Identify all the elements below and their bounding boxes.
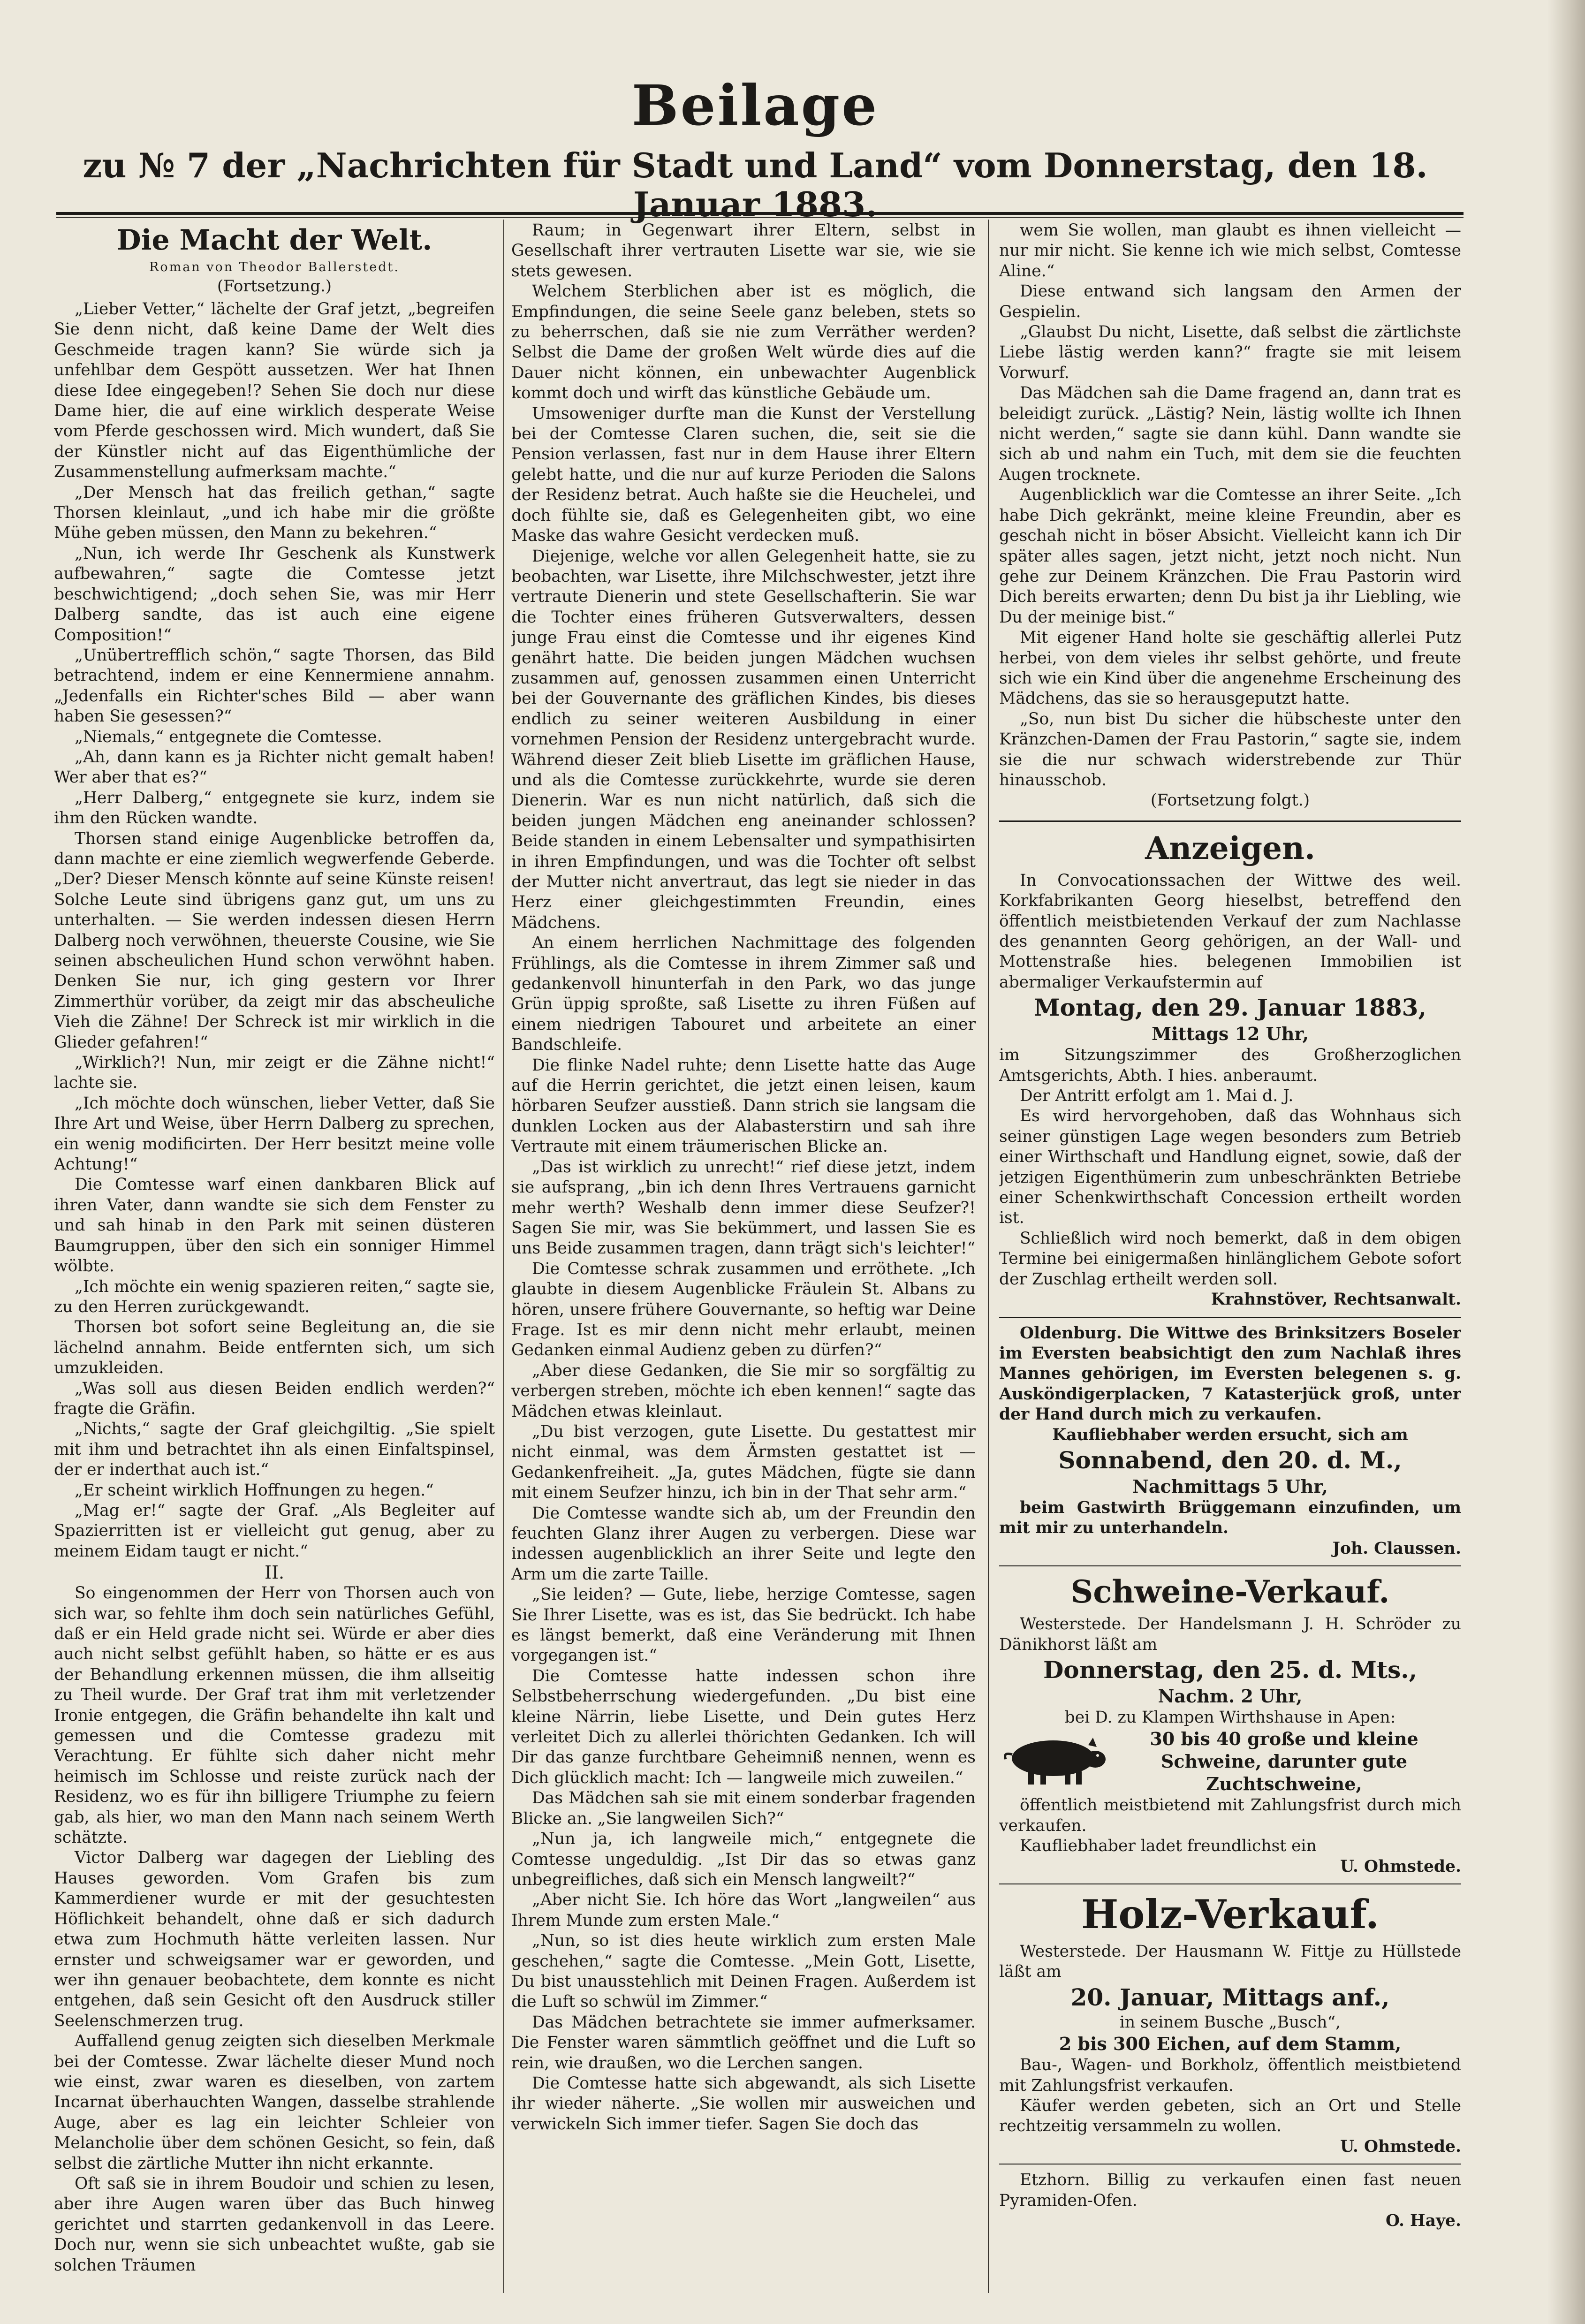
ad-etzhorn <box>999 2170 1461 2231</box>
ad-schweine <box>999 1572 1461 1877</box>
ad1-body: In Convocationssachen der Wittwe des weil. Korkfabrikanten Georg hieselbst, betreffend den öffentlich meistbietenden Verkauf der zum Nachlasse des genannten Georg gehörigen, an der Wall- und Mottenstraße hies. belegenen Immobilien ist abermaliger Verkaufstermin auf <box>999 871 1461 992</box>
ad3-body: Westerstede. Der Handelsmann J. H. Schröder zu Dänikhorst läßt am <box>999 1615 1461 1654</box>
ad4-heading: Holz-Verkauf. <box>1081 1891 1379 1937</box>
story-paragraph: Die Comtesse warf einen dankbaren Blick auf ihren Vater, dann wandte sie sich dem Fenster zu und sah hinab in den Park mit seinen düsteren Baumgruppen, über den sich ein sonniger Himmel wölbte. <box>54 1175 495 1276</box>
story-paragraph: Thorsen bot sofort seine Begleitung an, die sie lächelnd annahm. Beide entfernten sich, um sich umzukleiden. <box>54 1318 495 1378</box>
story-paragraph: Die Comtesse schrak zusammen und erröthete. „Ich glaubte in diesem Augenblicke Fräulein St. Albans zu hören, unsere frühere Gouvernante, so heftig war Deine Frage. Ist es mir denn nicht mehr erlaubt, meinen Gedanken einmal Audienz geben zu dürfen?“ <box>511 1259 976 1360</box>
story-paragraph: Das Mädchen sah sie mit einem sonderbar fragenden Blicke an. „Sie langweilen Sich?“ <box>511 1789 976 1828</box>
story-paragraph: Die Comtesse wandte sich ab, um der Freundin den feuchten Glanz ihrer Augen zu verbergen. Diese war indessen augenblicklich an ihrer Seite und legte den Arm um die zarte Taille. <box>511 1504 976 1584</box>
story-paragraphs-part1 <box>54 299 495 1562</box>
chapter-heading: II. <box>264 1562 285 1583</box>
story-byline: Roman von Theodor Ballerstedt. <box>149 260 400 274</box>
story-paragraph: „Herr Dalberg,“ entgegnete sie kurz, indem sie ihm den Rücken wandte. <box>54 788 495 828</box>
story-paragraph: „Nun, ich werde Ihr Geschenk als Kunstwerk aufbewahren,“ sagte die Comtesse jetzt beschwichtigend; „doch sehen Sie, was mir Herr Dalberg sandte, das ist auch eine eigene Composition!“ <box>54 544 495 645</box>
column-2 <box>511 220 976 2294</box>
ad1-place: im Sitzungszimmer des Großherzoglichen Amtsgerichts, Abth. I hies. anberaumt. <box>999 1046 1461 1085</box>
ad4-p3: Käufer werden gebeten, sich an Ort und Stelle rechtzeitig versammeln zu wollen. <box>999 2096 1461 2136</box>
issue-line: zu № 7 der „Nachrichten für Stadt und Land“ vom Donnerstag, den 18. Januar 1883. <box>83 145 1428 224</box>
story-paragraphs-part4 <box>999 220 1461 790</box>
story-title: Die Macht der Welt. <box>116 224 432 257</box>
ad3-signature: U. Ohmstede. <box>1340 1857 1461 1876</box>
ad4-place: in seinem Busche „Busch“, <box>1119 2013 1341 2032</box>
masthead-rule <box>56 212 1464 215</box>
story-paragraph: „Er scheint wirklich Hoffnungen zu hegen.“ <box>75 1481 434 1500</box>
ad3-p2: öffentlich meistbietend mit Zahlungsfrist durch mich verkaufen. <box>999 1796 1461 1835</box>
ad1-time: Mittags 12 Uhr, <box>1152 1023 1309 1045</box>
story-paragraphs-part2 <box>54 1583 495 2276</box>
story-paragraph: Mit eigener Hand holte sie geschäftig allerlei Putz herbei, von dem vieles ihr selbst gehörte, und freute sich wie ein Kind über die angenehme Erscheinung des Mädchens, das sie so herausgeputzt hatte. <box>999 628 1461 708</box>
story-paragraph: „Niemals,“ entgegnete die Comtesse. <box>75 727 382 746</box>
story-paragraph: „Nun, so ist dies heute wirklich zum ersten Male geschehen,“ sagte die Comtesse. „Mein Gott, Lisette, Du bist unausstehlich mit Deinen Fragen. Außerdem ist die Luft so schwül im Zimmer.“ <box>511 1931 976 2012</box>
ad3-offer-row <box>999 1728 1461 1795</box>
story-paragraph: Augenblicklich war die Comtesse an ihrer Seite. „Ich habe Dich gekränkt, meine kleine Freundin, aber es geschah nicht in böser Absicht. Vielleicht kann ich Dir später alles sagen, jetzt nicht, jetzt noch nicht. Nun gehe zur Deinem Kränzchen. Die Frau Pastorin wird Dich bereits erwarten; denn Du bist ja ihr Liebling, wie Du der meinige bist.“ <box>999 486 1461 627</box>
ad3-time: Nachm. 2 Uhr, <box>1158 1685 1303 1707</box>
ad4-p2: Bau-, Wagen- und Borkholz, öffentlich meistbietend mit Zahlungsfrist verkaufen. <box>999 2056 1461 2095</box>
story-paragraph: Das Mädchen betrachtete sie immer aufmerksamer. Die Fenster waren sämmtlich geöffnet und die Luft so rein, wie draußen, wo die Lerchen sangen. <box>511 2013 976 2073</box>
story-paragraph: Die flinke Nadel ruhte; denn Lisette hatte das Auge auf die Herrin gerichtet, die jetzt einen leisen, kaum hörbaren Seufzer ausstieß. Dann strich sie langsam die dunklen Locken aus der Alabasterstirn und sah ihre Vertraute mit einem träumerischen Blicke an. <box>511 1056 976 1156</box>
story-paragraph: „Nichts,“ sagte der Graf gleichgiltig. „Sie spielt mit ihm und betrachtet ihn als einen Einfaltspinsel, der er inderthat auch ist.“ <box>54 1420 495 1480</box>
pig-icon <box>999 1731 1107 1792</box>
story-paragraph: „Der Mensch hat das freilich gethan,“ sagte Thorsen kleinlaut, „und ich habe mir die größte Mühe geben müssen, den Mann zu bekehren.“ <box>54 483 495 543</box>
ad-convocation <box>999 871 1461 1310</box>
story-paragraph: Diejenige, welche vor allen Gelegenheit hatte, sie zu beobachten, war Lisette, ihre Milchschwester, jetzt ihre vertraute Dienerin und stete Gesellschafterin. Sie war die Tochter eines früheren Gutsverwalters, dessen junge Frau einst die Comtesse und ihr eigenes Kind genährt hatte. Die beiden jungen Mädchen wuchsen zusammen auf, genossen zusammen einen Unterricht bei der Gouvernante des gräflichen Kindes, bis dieses endlich zu seiner weiteren Ausbildung in einer vornehmen Pension der Residenz untergebracht wurde. Während dieser Zeit blieb Lisette im gräflichen Hause, und als die Comtesse zurückkehrte, wurde sie deren Dienerin. War es nun nicht natürlich, daß sich die beiden jungen Mädchen eng aneinander schlossen? Beide standen in einem Lebensalter und sympathisirten in ihren Empfindungen, und was die Tochter oft selbst der Mutter nicht anvertraut, das legt sie nieder in das Herz einer gleichgestimmten Freundin, eines Mädchens. <box>511 547 976 932</box>
story-paragraph: „Aber diese Gedanken, die Sie mir so sorgfältig zu verbergen streben, möchte ich eben kennen!“ sagte das Mädchen etwas kleinlaut. <box>511 1361 976 1421</box>
supplement-title: Beilage <box>631 73 879 138</box>
story-paragraph: Diese entwand sich langsam den Armen der Gespielin. <box>999 282 1461 321</box>
column-divider-2 <box>988 220 989 2293</box>
story-paragraph: „Unübertrefflich schön,“ sagte Thorsen, das Bild betrachtend, indem er eine Kennermiene annahm. „Jedenfalls ein Richter'sches Bild — aber wann haben Sie gesessen?“ <box>54 646 495 726</box>
story-paragraph: Oft saß sie in ihrem Boudoir und schien zu lesen, aber ihre Augen waren über das Buch hinweg gerichtet und starrten gedankenvoll in das Leere. Doch nur, wenn sie sich unbeachtet wußte, gab sie solchen Träumen <box>54 2174 495 2275</box>
story-paragraph: „Lieber Vetter,“ lächelte der Graf jetzt, „begreifen Sie denn nicht, daß keine Dame der Welt dies Geschmeide tragen kann? Sie würde sich ja unfehlbar dem Gespött aussetzen. Wer hat Ihnen diese Idee eingegeben!? Sehen Sie doch nur diese Dame hier, die auf eine wirklich desperate Weise vom Pferde geschossen wird. Mich wundert, daß Sie der Künstler nicht auf das Eigenthümliche der Zusammenstellung aufmerksam machte.“ <box>54 300 495 482</box>
story-paragraph: Das Mädchen sah die Dame fragend an, dann trat es beleidigt zurück. „Lästig? Nein, lästig wollte ich Ihnen nicht werden,“ sagte sie dann kühl. Dann wandte sie sich ab und nahm ein Tuch, mit dem sie die feuchten Augen trocknete. <box>999 384 1461 484</box>
story-continuation-note: (Fortsetzung.) <box>217 277 332 296</box>
ad3-p3: Kaufliebhaber ladet freundlichst ein <box>1020 1837 1317 1856</box>
ad3-heading: Schweine-Verkauf. <box>1070 1573 1390 1610</box>
story-paragraph: Raum; in Gegenwart ihrer Eltern, selbst in Gesellschaft ihrer vertrauten Lisette war sie, wie sie stets gewesen. <box>511 221 976 281</box>
story-paragraph: „Sie leiden? — Gute, liebe, herzige Comtesse, sagen Sie Ihrer Lisette, was es ist, das Sie bedrückt. Ich habe es längst bemerkt, daß eine Veränderung mit Ihnen vorgegangen ist.“ <box>511 1585 976 1665</box>
ad1-p3: Es wird hervorgehoben, daß das Wohnhaus sich seiner günstigen Lage wegen besonders zum Betrieb einer Wirthschaft und Handlung eignet, sowie, daß der jetzigen Eigenthümerin zum unbeschränkten Betriebe einer Schenkwirthschaft Concession ertheilt worden ist. <box>999 1107 1461 1228</box>
story-paragraph: „Ich möchte doch wünschen, lieber Vetter, daß Sie Ihre Art und Weise, über Herrn Dalberg zu sprechen, ein wenig modificirten. Der Herr besitzt meine volle Achtung!“ <box>54 1094 495 1174</box>
ad4-offer: 2 bis 300 Eichen, auf dem Stamm, <box>1059 2033 1402 2055</box>
story-paragraph: Thorsen stand einige Augenblicke betroffen da, dann machte er eine ziemlich wegwerfende Geberde. „Der? Dieser Mensch könnte auf seine Künste reisen! Solche Leute sind übrigens ganz gut, um uns zu unterhalten. — Sie werden indessen diesen Herrn Dalberg noch verwöhnen, theuerste Cousine, wie Sie seinen abscheulichen Hund schon verwöhnt haben. Denken Sie nur, ich ging gestern vor Ihrer Zimmerthür vorüber, da zeigt mir das abscheuliche Vieh die Zähne! Der Schreck ist mir wirklich in die Glieder gefahren!“ <box>54 829 495 1052</box>
story-paragraph: „Nun ja, ich langweile mich,“ entgegnete die Comtesse ungeduldig. „Ist Dir das so etwas ganz unbegreifliches, daß sich ein Mensch langweilt?“ <box>511 1830 976 1889</box>
ad1-p4: Schließlich wird noch bemerkt, daß in dem obigen Termine bei einigermaßen hinlänglichem Gebote sofort der Zuschlag ertheilt werden soll. <box>999 1229 1461 1289</box>
story-paragraph: Victor Dalberg war dagegen der Liebling des Hauses geworden. Vom Grafen bis zum Kammerdiener wurde er mit der gesuchtesten Höflichkeit behandelt, ohne daß er sich dadurch etwa zum Hochmuth hätte verleiten lassen. Nur ernster und schweigsamer war er geworden, und wer ihn genauer beobachtete, dem konnte es nicht entgehen, daß sein Gesicht oft den Ausdruck stiller Seelenschmerzen trug. <box>54 1848 495 2030</box>
column-divider-1 <box>503 220 504 2293</box>
ad3-place: bei D. zu Klampen Wirthshause in Apen: <box>1064 1708 1396 1727</box>
story-paragraph: „Das ist wirklich zu unrecht!“ rief diese jetzt, indem sie aufsprang, „bin ich denn Ihres Vertrauens garnicht mehr werth? Weshalb denn immer diese Seufzer?! Sagen Sie mir, was Sie bekümmert, und lassen Sie es uns Beide zusammen tragen, dann trägt sich's leichter!“ <box>511 1157 976 1258</box>
story-paragraph: Umsoweniger durfte man die Kunst der Verstellung bei der Comtesse Claren suchen, die, seit sie die Pension verlassen, fast nur in dem Hause ihrer Eltern gelebt hatte, und die nur auf kurze Perioden die Salons der Residenz betrat. Auch haßte sie die Heuchelei, und doch fühlte sie, daß es Gelegenheiten gibt, wo eine Maske das wahre Gesicht verdecken muß. <box>511 404 976 546</box>
ad1-signature: Krahnstöver, Rechtsanwalt. <box>1211 1290 1461 1309</box>
story-paragraph: „Wirklich?! Nun, mir zeigt er die Zähne nicht!“ lachte sie. <box>54 1053 495 1093</box>
story-paragraph: „Mag er!“ sagte der Graf. „Als Begleiter auf Spazierritten ist er vielleicht gut genug, aber zu meinem Eidam taugt er nicht.“ <box>54 1501 495 1561</box>
story-paragraph: „So, nun bist Du sicher die hübscheste unter den Kränzchen-Damen der Frau Pastorin,“ sagte sie, indem sie die nur schwach widerstrebende zur Thür hinausschob. <box>999 709 1461 790</box>
column-1 <box>54 220 495 2294</box>
ad-separator <box>999 1565 1461 1566</box>
ad2-body: Oldenburg. Die Wittwe des Brinksitzers Boseler im Eversten beabsichtigt den zum Nachlaß ihres Mannes gehörigen, im Eversten belegenen s. g. Ausköndigerplacken, 7 Katasterjück groß, unter der Hand durch mich zu verkaufen. <box>999 1323 1461 1424</box>
story-paragraph: „Was soll aus diesen Beiden endlich werden?“ fragte die Gräfin. <box>54 1379 495 1418</box>
story-paragraph: Welchem Sterblichen aber ist es möglich, die Empfindungen, die seine Seele ganz beleben, stets so zu beherrschen, daß sie nie zum Verräther werden? Selbst die Dame der großen Welt würde dies auf die Dauer nicht können, ein unbewachter Augenblick kommt doch und wirft das künstliche Gebäude um. <box>511 282 976 403</box>
ad3-offer: 30 bis 40 große und kleine Schweine, darunter gute Zuchtschweine, <box>1150 1728 1418 1795</box>
ad4-body: Westerstede. Der Hausmann W. Fittje zu Hüllstede läßt am <box>999 1942 1461 1982</box>
ad-separator <box>999 2164 1461 2165</box>
ad4-signature: U. Ohmstede. <box>1340 2137 1461 2156</box>
story-paragraph: wem Sie wollen, man glaubt es ihnen vielleicht — nur mir nicht. Sie kenne ich wie mich selbst, Comtesse Aline.“ <box>999 221 1461 281</box>
ad5-signature: O. Haye. <box>1385 2211 1461 2231</box>
story-paragraph: „Glaubst Du nicht, Lisette, daß selbst die zärtlichste Liebe lästig werden kann?“ fragte sie mit leisem Vorwurf. <box>999 323 1461 382</box>
ad1-date: Montag, den 29. Januar 1883, <box>1034 994 1426 1022</box>
story-paragraph: Die Comtesse hatte sich abgewandt, als sich Lisette ihr wieder näherte. „Sie wollen mir ausweichen und verwickeln Sich immer tiefer. Sagen Sie doch das <box>511 2073 976 2134</box>
page-edge-shadow <box>1547 0 1585 2324</box>
ad-holz <box>999 1890 1461 2157</box>
story-paragraph: So eingenommen der Herr von Thorsen auch von sich war, so fehlte ihm doch sein natürliches Gefühl, daß er ein Held grade nicht sei. Würde er aber dies auch nicht selbst gefühlt haben, so hätte er es aus der Behandlung erkennen müssen, die ihm allseitig zu Theil wurde. Der Graf trat ihm mit verletzender Ironie entgegen, die Gräfin behandelte ihn kalt und gemessen und die Comtesse gradezu mit Verachtung. Er fühlte sich daher nicht mehr heimisch im Schlosse und reiste zurück nach der Residenz, wo es für ihn billigere Triumphe zu feiern gab, als hier, wo man den Mann nach seinem Werth schätzte. <box>54 1584 495 1847</box>
ad2-date: Sonnabend, den 20. d. M., <box>1058 1446 1402 1474</box>
ads-separator <box>999 820 1461 822</box>
story-paragraph: Die Comtesse hatte indessen schon ihre Selbstbeherrschung wiedergefunden. „Du bist eine kleine Närrin, liebe Lisette, und Dein gutes Herz verleitet Dich zu allerlei thörichten Gedanken. Ich will Dir das ganze furchtbare Geheimniß nennen, wenn es Dich glücklich macht: Ich — langweile mich zuweilen.“ <box>511 1666 976 1787</box>
ad-separator <box>999 1317 1461 1318</box>
ad2-p3: beim Gastwirth Brüggemann einzufinden, um mit mir zu unterhandeln. <box>999 1498 1461 1538</box>
masthead <box>47 75 1464 224</box>
ad2-signature: Joh. Claussen. <box>1332 1539 1461 1558</box>
ads-heading: Anzeigen. <box>1145 829 1315 866</box>
ad3-date: Donnerstag, den 25. d. Mts., <box>1043 1656 1418 1684</box>
ad1-p2: Der Antritt erfolgt am 1. Mai d. J. <box>1020 1086 1294 1106</box>
ad5-body: Etzhorn. Billig zu verkaufen einen fast neuen Pyramiden-Ofen. <box>999 2171 1461 2210</box>
ad2-time: Nachmittags 5 Uhr, <box>1132 1475 1328 1497</box>
column-3 <box>999 220 1461 2294</box>
story-paragraph: Auffallend genug zeigten sich dieselben Merkmale bei der Comtesse. Zwar lächelte dieser Mund noch wie einst, zwar waren es dieselben, von zartem Incarnat überhauchten Wangen, dasselbe strahlende Auge, aber es lag ein leichter Schleier von Melancholie über dem schönen Gesicht, so fein, daß selbst die zärtliche Mutter ihn nicht erkannte. <box>54 2032 495 2173</box>
story-paragraph: An einem herrlichen Nachmittage des folgenden Frühlings, als die Comtesse in ihrem Zimmer saß und gedankenvoll hinunterfah in den Park, wo das junge Grün üppig sproßte, saß Lisette zu ihren Füßen auf einem niedrigen Tabouret und arbeitete an einer Bandschleife. <box>511 934 976 1055</box>
ad2-p2: Kaufliebhaber werden ersucht, sich am <box>1052 1425 1408 1444</box>
story-paragraph: „Ich möchte ein wenig spazieren reiten,“ sagte sie, zu den Herren zurückgewandt. <box>54 1277 495 1316</box>
story-paragraph: „Aber nicht Sie. Ich höre das Wort „langweilen“ aus Ihrem Munde zum ersten Male.“ <box>511 1891 976 1930</box>
story-paragraph: „Du bist verzogen, gute Lisette. Du gestattest mir nicht einmal, was dem Ärmsten gestattet ist — Gedankenfreiheit. „Ja, gutes Mädchen, fügte sie dann mit einem Seufzer hinzu, ich bin in der That sehr arm.“ <box>511 1422 976 1503</box>
story-paragraphs-part3 <box>511 220 976 2134</box>
to-be-continued: (Fortsetzung folgt.) <box>1150 791 1310 810</box>
ad-oldenburg <box>999 1323 1461 1559</box>
ad4-date: 20. Januar, Mittags anf., <box>1070 1983 1390 2011</box>
story-paragraph: „Ah, dann kann es ja Richter nicht gemalt haben! Wer aber that es?“ <box>54 747 495 787</box>
masthead-rule-thin <box>56 217 1464 218</box>
